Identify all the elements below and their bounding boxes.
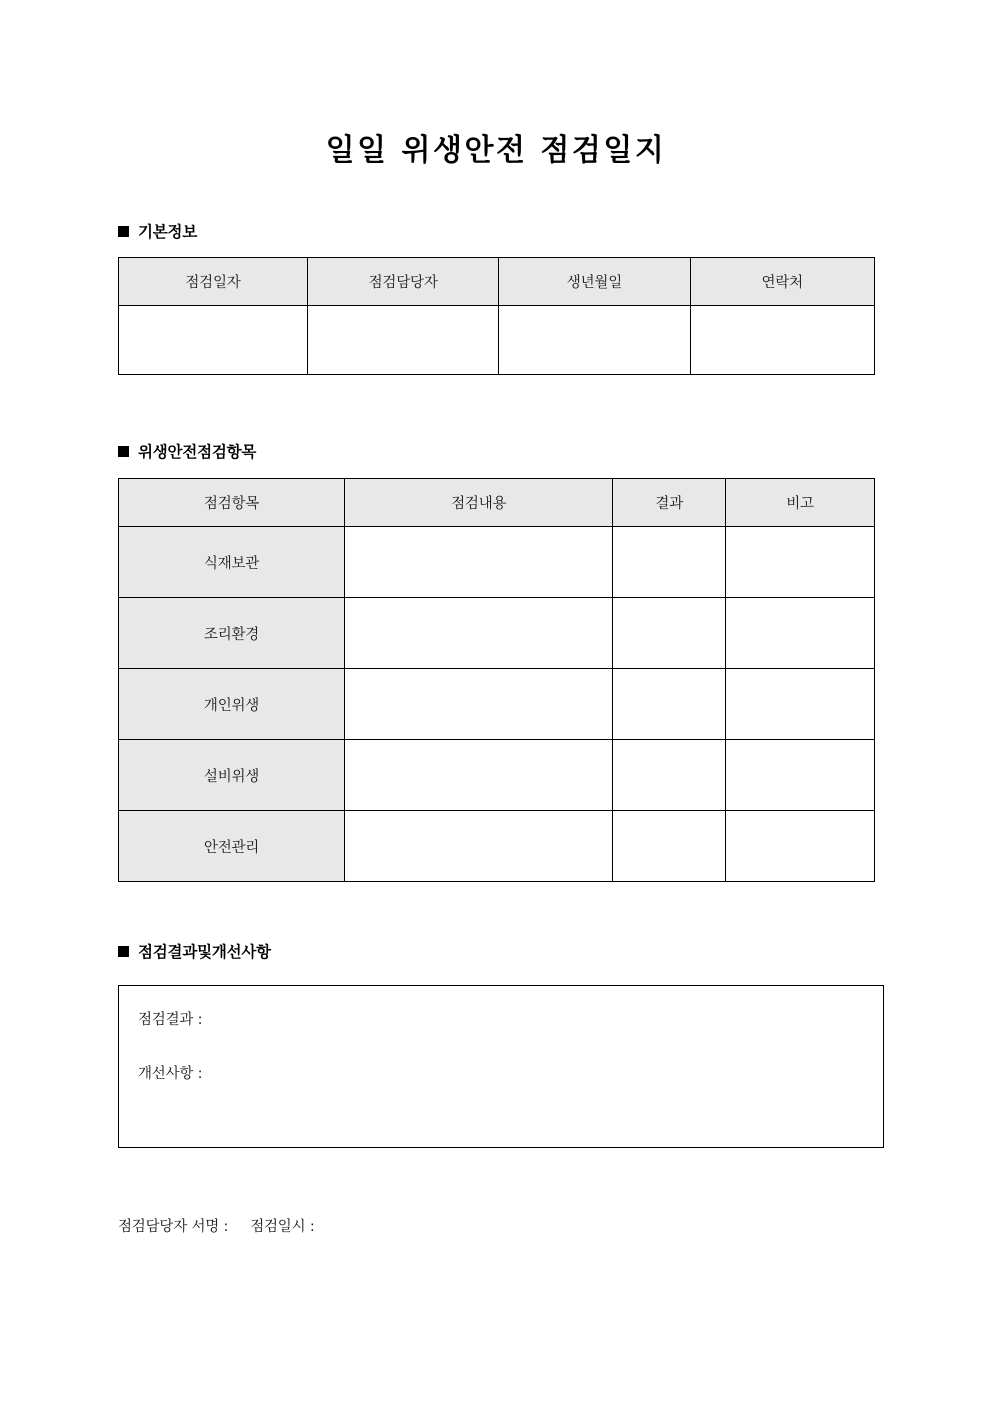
table-row: [119, 598, 875, 669]
section-heading-label: 점검결과및개선사항: [138, 943, 271, 961]
column-header-remark: 비고: [726, 479, 875, 527]
row-label-safety-management: 안전관리: [119, 811, 345, 882]
page-title: 일일 위생안전 점검일지: [325, 133, 667, 168]
row-label-personal-hygiene: 개인위생: [119, 669, 345, 740]
basic-info-table: [118, 257, 875, 375]
table-row: [119, 811, 875, 882]
section-heading-label: 기본정보: [138, 223, 198, 241]
cell-result-food-storage[interactable]: [613, 527, 726, 598]
field-inspection-date[interactable]: [119, 306, 308, 375]
filled-square-bullet-icon: [118, 226, 129, 237]
table-header-row: [119, 479, 875, 527]
cell-content-safety-management[interactable]: [345, 811, 613, 882]
label-improvement-items: 개선사항 :: [138, 1066, 203, 1082]
filled-square-bullet-icon: [118, 946, 129, 957]
column-header-contact: 연락처: [690, 258, 874, 306]
column-header-content: 점검내용: [345, 479, 613, 527]
cell-remark-safety-management[interactable]: [726, 811, 875, 882]
row-label-food-storage: 식재보관: [119, 527, 345, 598]
field-contact[interactable]: [690, 306, 874, 375]
result-and-improvement-box[interactable]: [118, 985, 884, 1148]
row-label-cooking-environment: 조리환경: [119, 598, 345, 669]
table-row: [119, 669, 875, 740]
section-heading-label: 위생안전점검항목: [138, 443, 257, 461]
section-heading-result-and-improvement: [118, 940, 271, 962]
cell-remark-personal-hygiene[interactable]: [726, 669, 875, 740]
column-header-result: 결과: [613, 479, 726, 527]
cell-content-personal-hygiene[interactable]: [345, 669, 613, 740]
section-heading-inspection-items: [118, 440, 256, 462]
table-row: [119, 306, 875, 375]
inspection-items-table: [118, 478, 875, 882]
column-header-inspection-date: 점검일자: [119, 258, 308, 306]
table-header-row: [119, 258, 875, 306]
filled-square-bullet-icon: [118, 446, 129, 457]
field-birthdate[interactable]: [499, 306, 690, 375]
cell-remark-equipment-hygiene[interactable]: [726, 740, 875, 811]
section-heading-basic-info: [118, 220, 197, 242]
signature-and-datetime-line: 점검담당자 서명 : 점검일시 :: [118, 1219, 315, 1235]
cell-result-personal-hygiene[interactable]: [613, 669, 726, 740]
cell-result-cooking-environment[interactable]: [613, 598, 726, 669]
cell-result-equipment-hygiene[interactable]: [613, 740, 726, 811]
cell-content-cooking-environment[interactable]: [345, 598, 613, 669]
cell-remark-food-storage[interactable]: [726, 527, 875, 598]
column-header-inspector: 점검담당자: [308, 258, 499, 306]
cell-remark-cooking-environment[interactable]: [726, 598, 875, 669]
table-row: [119, 527, 875, 598]
field-inspector[interactable]: [308, 306, 499, 375]
row-label-equipment-hygiene: 설비위생: [119, 740, 345, 811]
cell-content-food-storage[interactable]: [345, 527, 613, 598]
column-header-item: 점검항목: [119, 479, 345, 527]
label-inspection-result: 점검결과 :: [138, 1012, 203, 1028]
column-header-birthdate: 생년월일: [499, 258, 690, 306]
cell-result-safety-management[interactable]: [613, 811, 726, 882]
table-row: [119, 740, 875, 811]
cell-content-equipment-hygiene[interactable]: [345, 740, 613, 811]
